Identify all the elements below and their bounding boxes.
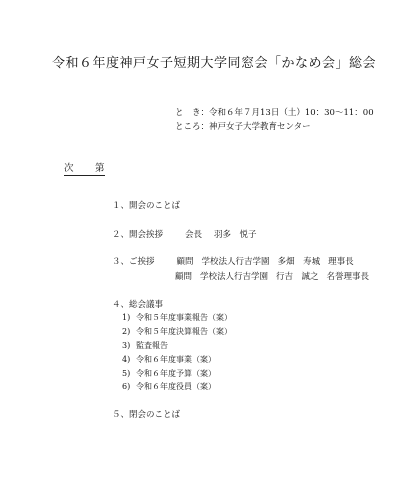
agenda-item-text: 閉会のことば [129, 410, 181, 420]
agenda-item-1 [112, 199, 180, 211]
agenda-subitem [122, 368, 216, 379]
agenda-subitem [122, 354, 216, 365]
agenda-heading-underline [64, 175, 105, 176]
guest-name: 行吉 誠之 [276, 272, 319, 282]
event-venue-line [175, 120, 311, 132]
venue-label: ところ： [175, 122, 210, 132]
agenda-item-number: ２、 [112, 230, 130, 240]
agenda-subitem [122, 312, 232, 323]
agenda-item-text: ご挨拶 [129, 257, 155, 267]
guest-name: 多畑 寿城 [277, 257, 321, 267]
subitem-text: 令和５年度事業報告（案） [136, 313, 232, 322]
agenda-subitem [122, 340, 168, 351]
agenda-item-number: １、 [112, 201, 130, 211]
event-date-line [175, 106, 374, 118]
subitem-number: 2) [122, 327, 131, 336]
agenda-subitem [122, 381, 216, 392]
agenda-item-text: 開会挨拶 [129, 230, 164, 240]
subitem-number: 6) [122, 382, 131, 391]
agenda-item-5 [112, 408, 180, 420]
agenda-item-3 [112, 255, 354, 267]
agenda-item-3-guest-2 [175, 270, 369, 282]
venue-value: 神戸女子大学教育センター [209, 122, 311, 132]
agenda-item-2 [112, 228, 257, 240]
subitem-text: 令和５年度決算報告（案） [136, 327, 232, 336]
agenda-heading: 次 第 [64, 163, 111, 174]
guest-role: 顧問 [176, 257, 194, 267]
subitem-text: 令和６年度予算（案） [136, 369, 216, 378]
agenda-item-number: ３、 [112, 257, 130, 267]
date-value: 令和６年７月13日（土）10：30～11：00 [209, 108, 374, 118]
agenda-item-4 [112, 298, 163, 310]
document-title: 令和６年度神戸女子短期大学同窓会「かなめ会」総会 [52, 56, 377, 71]
date-label: と き： [175, 108, 210, 118]
guest-title: 理事長 [328, 257, 354, 267]
agenda-subitem [122, 326, 232, 337]
agenda-item-text: 開会のことば [129, 201, 181, 211]
guest-org: 学校法人行吉学園 [200, 272, 269, 282]
guest-org: 学校法人行吉学園 [201, 257, 270, 267]
subitem-number: 5) [122, 369, 131, 378]
subitem-text: 監査報告 [136, 341, 168, 350]
agenda-item-number: ５、 [112, 410, 130, 420]
speaker-role: 会長 [185, 230, 203, 240]
speaker-name: 羽多 悦子 [214, 230, 257, 240]
agenda-item-number: ４、 [112, 300, 130, 310]
agenda-item-text: 総会議事 [129, 300, 164, 310]
subitem-number: 4) [122, 355, 131, 364]
subitem-text: 令和６年度役員（案） [136, 382, 216, 391]
subitem-number: 1) [122, 313, 131, 322]
guest-role: 顧問 [175, 272, 193, 282]
guest-title: 名誉理事長 [326, 272, 370, 282]
subitem-number: 3) [122, 341, 131, 350]
subitem-text: 令和６年度事業（案） [136, 355, 216, 364]
